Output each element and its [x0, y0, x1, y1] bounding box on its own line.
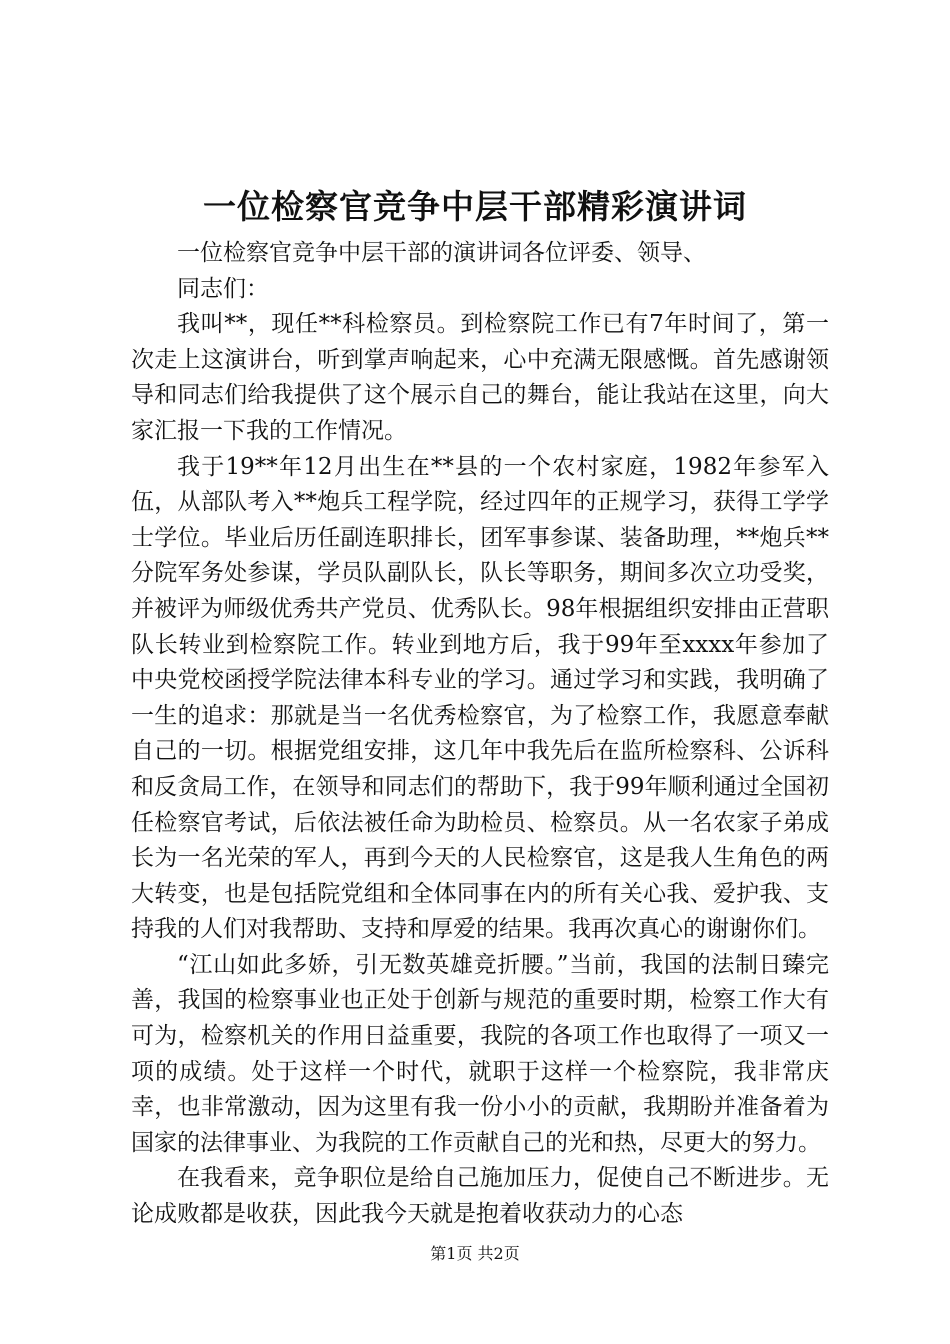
paragraph-1: 我叫**，现任**科检察员。到检察院工作已有7年时间了，第一次走上这演讲台，听到掌声响起来，心中充满无限感慨。首先感谢领导和同志们给我提供了这个展示自己的舞台，能让我站在这里，向大家汇报一下我的工作情况。 — [131, 311, 829, 444]
page-number-footer: 第1页 共2页 — [430, 1244, 520, 1263]
document-title: 一位检察官竞争中层干部精彩演讲词 — [203, 187, 747, 226]
document-body — [131, 236, 829, 1233]
paragraph-4: 在我看来，竞争职位是给自己施加压力，促使自己不断进步。无论成败都是收获，因此我今天就是抱着收获动力的心态 — [131, 1165, 829, 1228]
paragraph-2: 我于19**年12月出生在**县的一个农村家庭，1982年参军入伍，从部队考入**炮兵工程学院，经过四年的正规学习，获得工学学士学位。毕业后历任副连职排长，团军事参谋、装备助理，**炮兵**分院军务处参谋，学员队副队长，队长等职务，期间多次立功受奖，并被评为师级优秀共产党员、优秀队长。98年根据组织安排由正营职队长转业到检察院工作。转业到地方后，我于99年至xxxx年参加了中央党校函授学院法律本科专业的学习。通过学习和实践，我明确了一生的追求：那就是当一名优秀检察官，为了检察工作，我愿意奉献自己的一切。根据党组安排，这几年中我先后在监所检察科、公诉科和反贪局工作，在领导和同志们的帮助下，我于99年顺利通过全国初任检察官考试，后依法被任命为助检员、检察员。从一名农家子弟成长为一名光荣的军人，再到今天的人民检察官，这是我人生角色的两大转变，也是包括院党组和全体同事在内的所有关心我、爱护我、支持我的人们对我帮助、支持和厚爱的结果。我再次真心的谢谢你们。 — [131, 453, 829, 943]
intro-line: 一位检察官竞争中层干部的演讲词各位评委、领导、 — [177, 240, 706, 266]
salutation: 同志们： — [177, 275, 269, 302]
paragraph-3: “江山如此多娇，引无数英雄竞折腰。”当前，我国的法制日臻完善，我国的检察事业也正处于创新与规范的重要时期，检察工作大有可为，检察机关的作用日益重要，我院的各项工作也取得了一项又一项的成绩。处于这样一个时代，就职于这样一个检察院，我非常庆幸，也非常激动，因为这里有我一份小小的贡献，我期盼并准备着为国家的法律事业、为我院的工作贡献自己的光和热，尽更大的努力。 — [131, 951, 829, 1156]
